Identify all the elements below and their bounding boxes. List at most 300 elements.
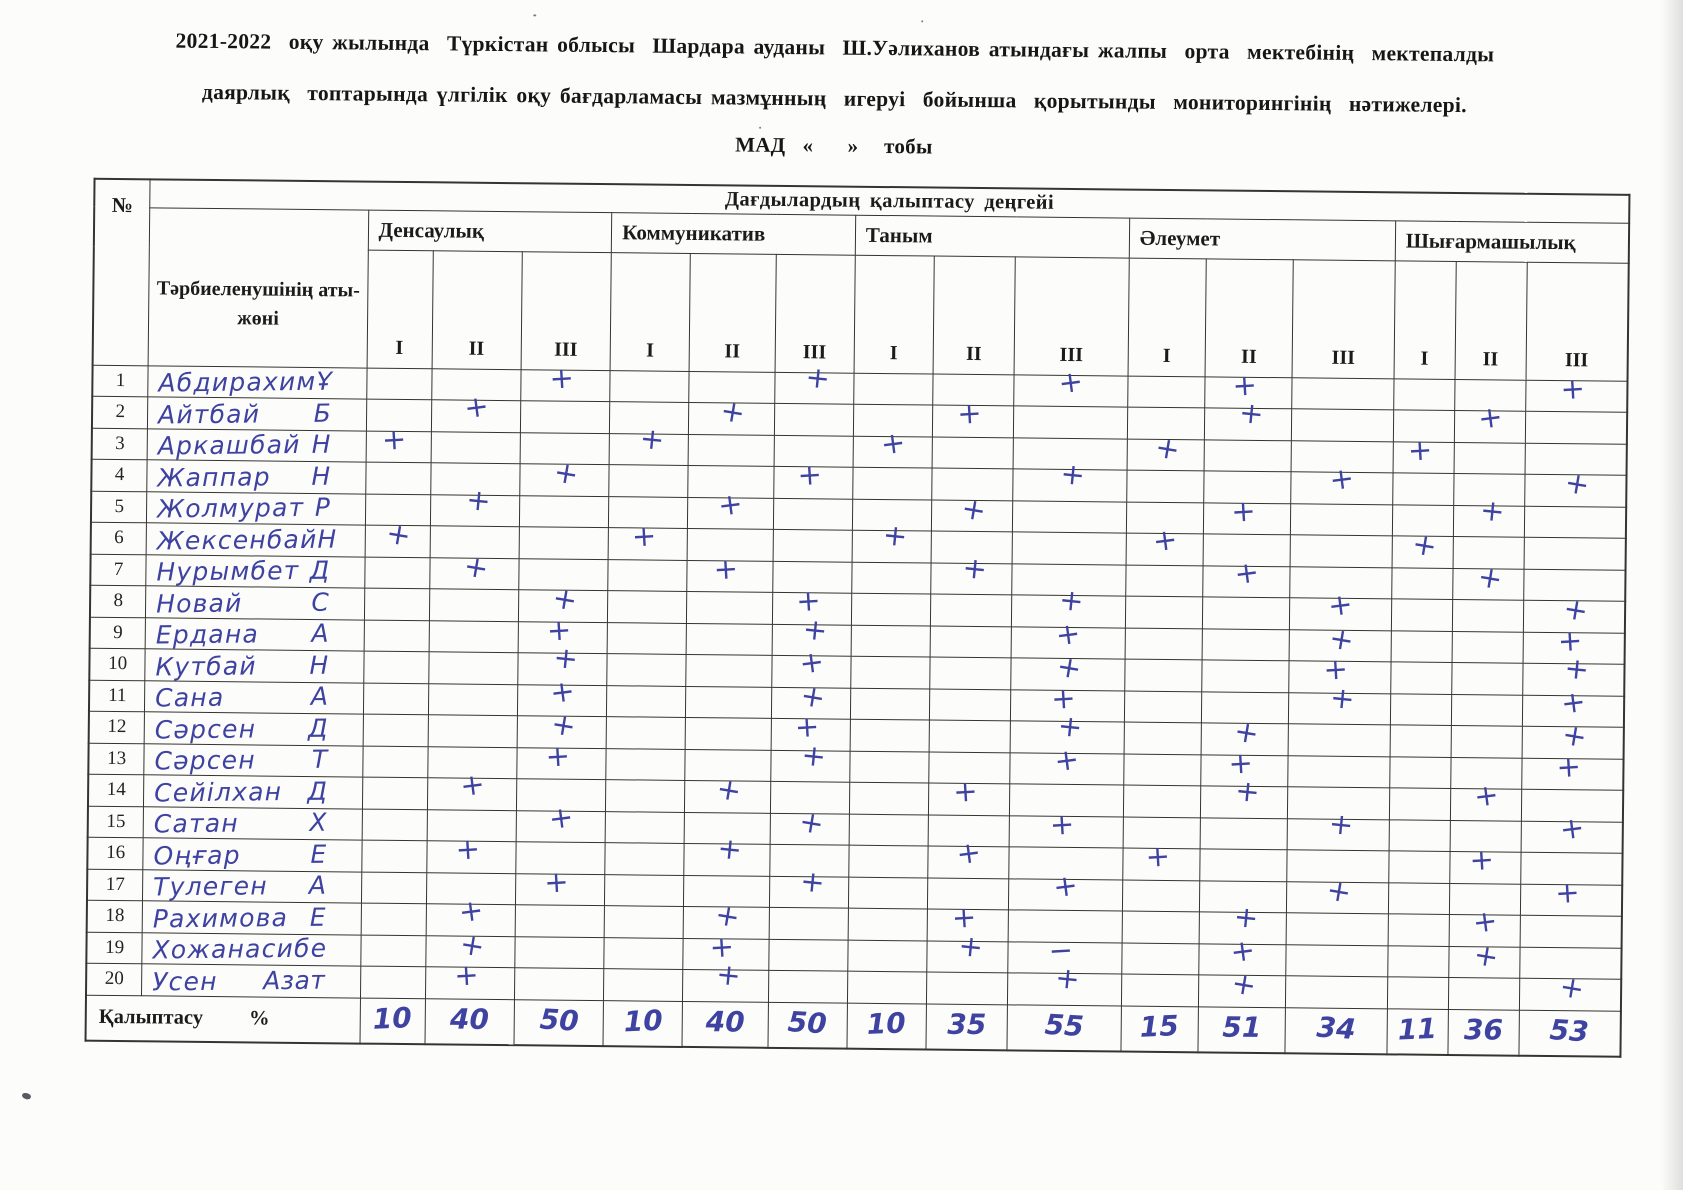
empty-cell xyxy=(514,968,604,1000)
empty-cell xyxy=(686,686,772,718)
plus-mark: + xyxy=(713,897,743,935)
mark-cell xyxy=(520,454,610,496)
empty-cell xyxy=(1014,406,1128,439)
row-number: 20 xyxy=(86,963,142,995)
mark-cell xyxy=(773,457,852,498)
empty-cell xyxy=(774,403,853,435)
plus-mark: + xyxy=(1559,370,1586,406)
plus-mark: + xyxy=(1558,683,1588,721)
mark-cell xyxy=(608,518,687,560)
mark-cell xyxy=(852,517,931,562)
summary-percent-cell xyxy=(1007,1004,1121,1051)
empty-cell xyxy=(604,969,683,1001)
empty-cell xyxy=(519,495,609,527)
empty-cell xyxy=(608,591,687,623)
empty-cell xyxy=(1013,500,1127,533)
plus-mark: + xyxy=(1560,591,1591,629)
student-initial: Х xyxy=(309,807,328,838)
student-surname: Жексенбай xyxy=(156,524,318,556)
empty-cell xyxy=(362,746,427,778)
mark-cell xyxy=(1287,872,1389,914)
student-name-cell xyxy=(144,712,363,746)
student-name-handwriting xyxy=(146,587,363,619)
mark-cell xyxy=(366,421,431,463)
plus-mark: + xyxy=(1555,748,1582,784)
student-surname: Ердана xyxy=(155,619,260,650)
summary-percent-cell xyxy=(682,1001,768,1047)
empty-cell xyxy=(851,625,930,657)
plus-mark: + xyxy=(1470,903,1499,941)
summary-percent-value: 15 xyxy=(1139,1008,1180,1044)
plus-mark: + xyxy=(544,737,571,774)
empty-cell xyxy=(605,811,684,843)
mark-cell xyxy=(1393,431,1454,473)
student-name-handwriting xyxy=(142,965,359,997)
mark-cell xyxy=(431,388,521,432)
empty-cell xyxy=(1126,565,1203,597)
mark-cell xyxy=(1448,936,1519,978)
plus-mark: + xyxy=(546,798,576,836)
student-surname: Хожанасиб xyxy=(152,934,312,965)
student-surname: Сейілхан xyxy=(154,776,283,808)
plus-mark: + xyxy=(1050,680,1077,716)
plus-mark: + xyxy=(551,640,580,677)
row-number: 7 xyxy=(90,554,146,586)
empty-cell xyxy=(519,527,609,559)
mark-cell xyxy=(1454,399,1525,442)
title-line-2: даярлық топтарында үлгілік оқу бағдарламасы мазмұнның игеруі бойынша қорытынды мониторингінің нәтижелері. xyxy=(201,79,1468,118)
summary-percent-value: 53 xyxy=(1549,1012,1591,1048)
mark-cell xyxy=(1525,370,1627,413)
student-initial: Е xyxy=(310,839,328,869)
empty-cell xyxy=(768,970,847,1002)
empty-cell xyxy=(606,748,685,780)
plus-mark: + xyxy=(1150,521,1180,559)
student-surname: Сатан xyxy=(153,808,240,839)
mark-cell xyxy=(1449,842,1520,883)
empty-cell xyxy=(1391,599,1452,631)
plus-mark: + xyxy=(956,395,983,432)
student-initial: Е xyxy=(309,902,327,932)
mark-cell xyxy=(1392,526,1453,568)
col-header-level: III xyxy=(1292,259,1395,378)
summary-percent-value: 10 xyxy=(622,1003,664,1038)
empty-cell xyxy=(1200,817,1288,849)
plus-mark: + xyxy=(1231,367,1258,403)
summary-percent-cell xyxy=(425,998,515,1044)
empty-cell xyxy=(1125,596,1202,628)
percent-sign: % xyxy=(248,1007,270,1030)
summary-percent-cell xyxy=(1448,1009,1520,1055)
empty-cell xyxy=(520,401,610,433)
summary-label xyxy=(86,995,361,1043)
student-name-handwriting xyxy=(149,366,366,398)
empty-cell xyxy=(1452,631,1523,663)
student-surname: Оңғар xyxy=(153,840,242,871)
mark-cell xyxy=(1198,965,1286,1007)
summary-percent-cell xyxy=(514,999,604,1045)
student-name-cell xyxy=(148,365,367,399)
col-header-group-aleumet: Әлеумет xyxy=(1129,218,1395,261)
empty-cell xyxy=(850,688,929,720)
ink-blot xyxy=(21,1091,32,1100)
empty-cell xyxy=(850,719,929,751)
mark-cell xyxy=(688,485,774,529)
plus-mark: + xyxy=(959,490,989,528)
student-initial: Д xyxy=(308,713,329,743)
row-number: 8 xyxy=(90,585,146,617)
empty-cell xyxy=(606,717,685,749)
plus-mark: + xyxy=(1232,554,1261,592)
plus-mark: + xyxy=(1056,363,1086,401)
mark-cell xyxy=(427,766,517,810)
mark-cell xyxy=(1519,969,1621,1011)
student-initial: Н xyxy=(311,429,332,460)
student-name-cell xyxy=(147,491,366,525)
plus-mark: + xyxy=(952,773,979,810)
plus-mark: + xyxy=(457,766,487,804)
plus-mark: + xyxy=(950,899,978,936)
minus-mark: − xyxy=(1047,932,1075,968)
student-name-cell xyxy=(147,428,366,462)
mark-cell xyxy=(683,956,769,1001)
empty-cell xyxy=(1127,470,1204,502)
mark-cell xyxy=(516,798,606,842)
summary-percent-cell xyxy=(360,998,425,1044)
empty-cell xyxy=(429,620,519,652)
plus-mark: + xyxy=(793,709,820,745)
empty-cell xyxy=(364,557,429,589)
student-surname: Рахимова xyxy=(152,902,289,934)
summary-percent-value: 40 xyxy=(705,1004,745,1039)
empty-cell xyxy=(360,966,425,998)
col-header-group-densaulyk: Денсаулық xyxy=(368,210,612,253)
plus-mark: + xyxy=(1327,620,1357,658)
empty-cell xyxy=(1286,913,1388,946)
plus-mark: + xyxy=(797,677,828,716)
student-name-handwriting xyxy=(144,807,361,839)
empty-cell xyxy=(429,589,519,621)
plus-mark: + xyxy=(1322,651,1350,687)
student-initial: Р xyxy=(314,492,331,523)
summary-percent-cell xyxy=(847,1003,927,1049)
mark-cell xyxy=(521,359,611,401)
plus-mark: + xyxy=(1229,965,1259,1004)
student-name-cell xyxy=(142,901,361,935)
col-header-level: I xyxy=(610,252,690,371)
student-name-handwriting xyxy=(146,650,363,682)
summary-percent-cell xyxy=(1121,1006,1199,1052)
summary-percent-value: 10 xyxy=(372,1000,413,1036)
plus-mark: + xyxy=(457,925,487,964)
row-number: 11 xyxy=(89,680,145,712)
empty-cell xyxy=(609,465,688,497)
mark-cell xyxy=(425,957,515,999)
col-header-level: I xyxy=(1394,260,1456,379)
mark-cell xyxy=(1450,777,1521,820)
summary-label-text: Қалыптасу xyxy=(98,1005,204,1029)
empty-cell xyxy=(1122,880,1199,912)
plus-mark: + xyxy=(1228,932,1257,969)
student-initial: А xyxy=(308,870,327,901)
student-name-handwriting xyxy=(144,776,361,808)
empty-cell xyxy=(1202,628,1290,660)
col-header-level: I xyxy=(854,255,934,374)
mark-cell xyxy=(1521,809,1623,854)
plus-mark: + xyxy=(794,583,822,619)
empty-cell xyxy=(850,751,929,783)
plus-mark: + xyxy=(638,420,667,457)
plus-mark: + xyxy=(1329,679,1357,716)
col-header-level: II xyxy=(933,256,1015,375)
student-initial: Д xyxy=(309,555,331,586)
student-surname: Аркашбай xyxy=(157,430,302,461)
empty-cell xyxy=(851,656,930,688)
mark-cell xyxy=(853,424,932,468)
empty-cell xyxy=(1121,974,1198,1006)
summary-percent-cell xyxy=(1387,1008,1448,1054)
empty-cell xyxy=(1387,977,1448,1009)
plus-mark: + xyxy=(1468,842,1495,878)
plus-mark: + xyxy=(1557,809,1586,847)
student-surname: Нурымбет xyxy=(156,556,300,587)
mark-cell xyxy=(687,550,773,592)
student-name-handwriting xyxy=(144,839,361,871)
empty-cell xyxy=(1454,442,1525,474)
plus-mark: + xyxy=(461,548,491,586)
empty-cell xyxy=(362,809,427,841)
empty-cell xyxy=(605,843,684,875)
plus-mark: + xyxy=(1231,713,1262,752)
empty-cell xyxy=(930,594,1012,626)
col-header-number: № xyxy=(93,179,151,366)
student-initial: Азат xyxy=(263,965,326,996)
row-number: 14 xyxy=(88,774,144,806)
scan-speck xyxy=(921,20,923,22)
title-line-3: МАД « » тобы xyxy=(735,132,933,159)
mark-cell xyxy=(1013,456,1127,502)
col-header-skills-level: Дағдылардың қалыптасу деңгейі xyxy=(150,179,1629,222)
plus-mark: + xyxy=(957,927,985,965)
plus-mark: + xyxy=(548,359,575,396)
student-initial: Н xyxy=(309,650,330,680)
empty-cell xyxy=(929,720,1011,752)
empty-cell xyxy=(1123,785,1200,817)
empty-cell xyxy=(1288,755,1390,788)
student-name-handwriting xyxy=(147,555,364,587)
mark-cell xyxy=(1123,838,1200,880)
plus-mark: + xyxy=(456,892,485,930)
mark-cell xyxy=(1009,867,1123,911)
summary-percent-value: 55 xyxy=(1043,1007,1085,1043)
summary-percent-cell xyxy=(603,1000,683,1046)
mark-cell xyxy=(1009,806,1123,848)
col-header-level: I xyxy=(367,250,433,369)
empty-cell xyxy=(1451,694,1522,726)
student-name-cell xyxy=(145,617,364,651)
student-initial: Ұ xyxy=(316,366,333,397)
summary-percent-cell xyxy=(1519,1010,1621,1057)
student-surname: Абдирахим xyxy=(158,367,317,398)
row-number: 4 xyxy=(91,459,147,491)
title-line-1: 2021-2022 оқу жылында Түркістан облысы Шардара ауданы Ш.Уәлиханов атындағы жалпы орта мектебінің мектепалды xyxy=(175,28,1495,67)
student-initial: е xyxy=(310,933,327,964)
empty-cell xyxy=(1125,628,1202,660)
mark-cell xyxy=(1126,521,1203,565)
student-name-cell xyxy=(145,649,364,683)
empty-cell xyxy=(428,652,518,684)
row-number: 1 xyxy=(92,365,148,397)
empty-cell xyxy=(686,654,772,686)
student-name-handwriting xyxy=(148,461,365,493)
student-surname: Жолмурат xyxy=(157,493,305,524)
empty-cell xyxy=(854,373,933,405)
row-number: 12 xyxy=(89,711,145,743)
mark-cell xyxy=(928,834,1010,878)
student-name-cell xyxy=(145,680,364,714)
empty-cell xyxy=(768,939,847,971)
plus-mark: + xyxy=(715,956,743,994)
empty-cell xyxy=(847,971,926,1003)
empty-cell xyxy=(1390,725,1451,757)
mark-cell xyxy=(689,393,775,434)
plus-mark: + xyxy=(708,928,736,965)
plus-mark: + xyxy=(1562,650,1591,687)
mark-cell xyxy=(769,863,848,908)
plus-mark: + xyxy=(1471,777,1501,815)
student-name-handwriting xyxy=(148,429,365,461)
mark-cell xyxy=(426,831,516,873)
plus-mark: + xyxy=(1562,465,1592,503)
empty-cell xyxy=(852,562,931,594)
plus-mark: + xyxy=(1233,773,1262,810)
col-header-level: III xyxy=(1526,262,1629,381)
student-name-cell xyxy=(147,460,366,494)
summary-percent-value: 11 xyxy=(1397,1011,1438,1046)
plus-mark: + xyxy=(1051,867,1080,905)
mark-cell xyxy=(1287,805,1389,851)
student-initial: Н xyxy=(311,461,332,491)
row-number: 19 xyxy=(86,932,142,964)
empty-cell xyxy=(1291,503,1393,536)
empty-cell xyxy=(1286,976,1388,1009)
col-header-level: III xyxy=(521,251,612,370)
row-number: 10 xyxy=(89,648,145,680)
plus-mark: + xyxy=(1144,838,1171,875)
empty-cell xyxy=(363,714,428,746)
empty-cell xyxy=(929,689,1011,721)
mark-cell xyxy=(517,737,607,779)
student-name-handwriting xyxy=(146,618,363,650)
student-name-handwriting xyxy=(145,744,362,776)
student-surname: Айтбай xyxy=(158,399,261,430)
empty-cell xyxy=(1202,597,1290,629)
empty-cell xyxy=(1012,532,1126,565)
student-name-cell xyxy=(146,554,365,588)
empty-cell xyxy=(686,623,772,655)
plus-mark: + xyxy=(1049,806,1076,842)
student-name-cell xyxy=(143,806,362,840)
plus-mark: + xyxy=(881,517,909,554)
empty-cell xyxy=(849,814,928,846)
empty-cell xyxy=(1389,851,1450,883)
plus-mark: + xyxy=(1054,615,1083,653)
empty-cell xyxy=(362,777,427,809)
plus-mark: + xyxy=(1553,874,1581,910)
student-surname: Новай xyxy=(156,588,244,619)
empty-cell xyxy=(688,434,774,466)
empty-cell xyxy=(851,593,930,625)
summary-percent-value: 50 xyxy=(538,1001,580,1038)
plus-mark: + xyxy=(1058,582,1086,619)
empty-cell xyxy=(361,840,426,872)
empty-cell xyxy=(1389,788,1450,820)
student-initial: Н xyxy=(317,524,338,554)
plus-mark: + xyxy=(1237,395,1266,432)
empty-cell xyxy=(515,936,605,968)
empty-cell xyxy=(849,782,928,814)
plus-mark: + xyxy=(878,424,907,462)
student-initial: С xyxy=(311,587,330,617)
mark-cell xyxy=(515,863,605,905)
empty-cell xyxy=(360,935,425,967)
plus-mark: + xyxy=(800,611,829,648)
plus-mark: + xyxy=(551,454,582,493)
col-header-level: II xyxy=(1455,261,1527,380)
student-name-handwriting xyxy=(145,713,362,745)
col-header-level: II xyxy=(1205,258,1294,377)
mark-cell xyxy=(684,830,770,875)
plus-mark: + xyxy=(1230,493,1257,529)
empty-cell xyxy=(1128,376,1205,408)
summary-percent-cell xyxy=(768,1002,848,1048)
col-header-name: Тәрбиеленушінің аты-жөні xyxy=(148,207,368,367)
mark-cell xyxy=(1291,460,1393,505)
plus-mark: + xyxy=(1556,622,1583,658)
empty-cell xyxy=(364,620,429,652)
plus-mark: + xyxy=(1324,872,1355,910)
empty-cell xyxy=(1390,756,1451,788)
empty-cell xyxy=(605,874,684,906)
empty-cell xyxy=(366,368,431,400)
plus-mark: + xyxy=(1475,558,1505,597)
plus-mark: + xyxy=(464,481,492,518)
empty-cell xyxy=(1200,849,1288,881)
mark-cell xyxy=(685,771,771,812)
row-number: 9 xyxy=(90,617,146,649)
plus-mark: + xyxy=(803,359,832,396)
student-name-handwriting xyxy=(143,902,360,934)
plus-mark: + xyxy=(452,957,480,993)
student-initial: Д xyxy=(307,776,328,806)
mark-cell xyxy=(1203,554,1291,597)
plus-mark: + xyxy=(1478,492,1506,529)
student-name-cell xyxy=(143,838,362,872)
col-header-group-kommunikativ: Коммуникатив xyxy=(612,212,856,255)
row-number: 18 xyxy=(87,900,143,932)
student-name-handwriting xyxy=(143,933,360,965)
mark-cell xyxy=(1010,741,1124,785)
student-initial: Б xyxy=(313,398,332,428)
mark-cell xyxy=(1204,395,1292,440)
student-name-cell xyxy=(146,586,365,620)
student-surname: Сана xyxy=(155,682,225,713)
plus-mark: + xyxy=(1559,717,1590,755)
mark-cell xyxy=(770,737,849,782)
empty-cell xyxy=(431,431,521,463)
mark-cell xyxy=(1014,363,1128,407)
mark-cell xyxy=(1203,493,1291,534)
